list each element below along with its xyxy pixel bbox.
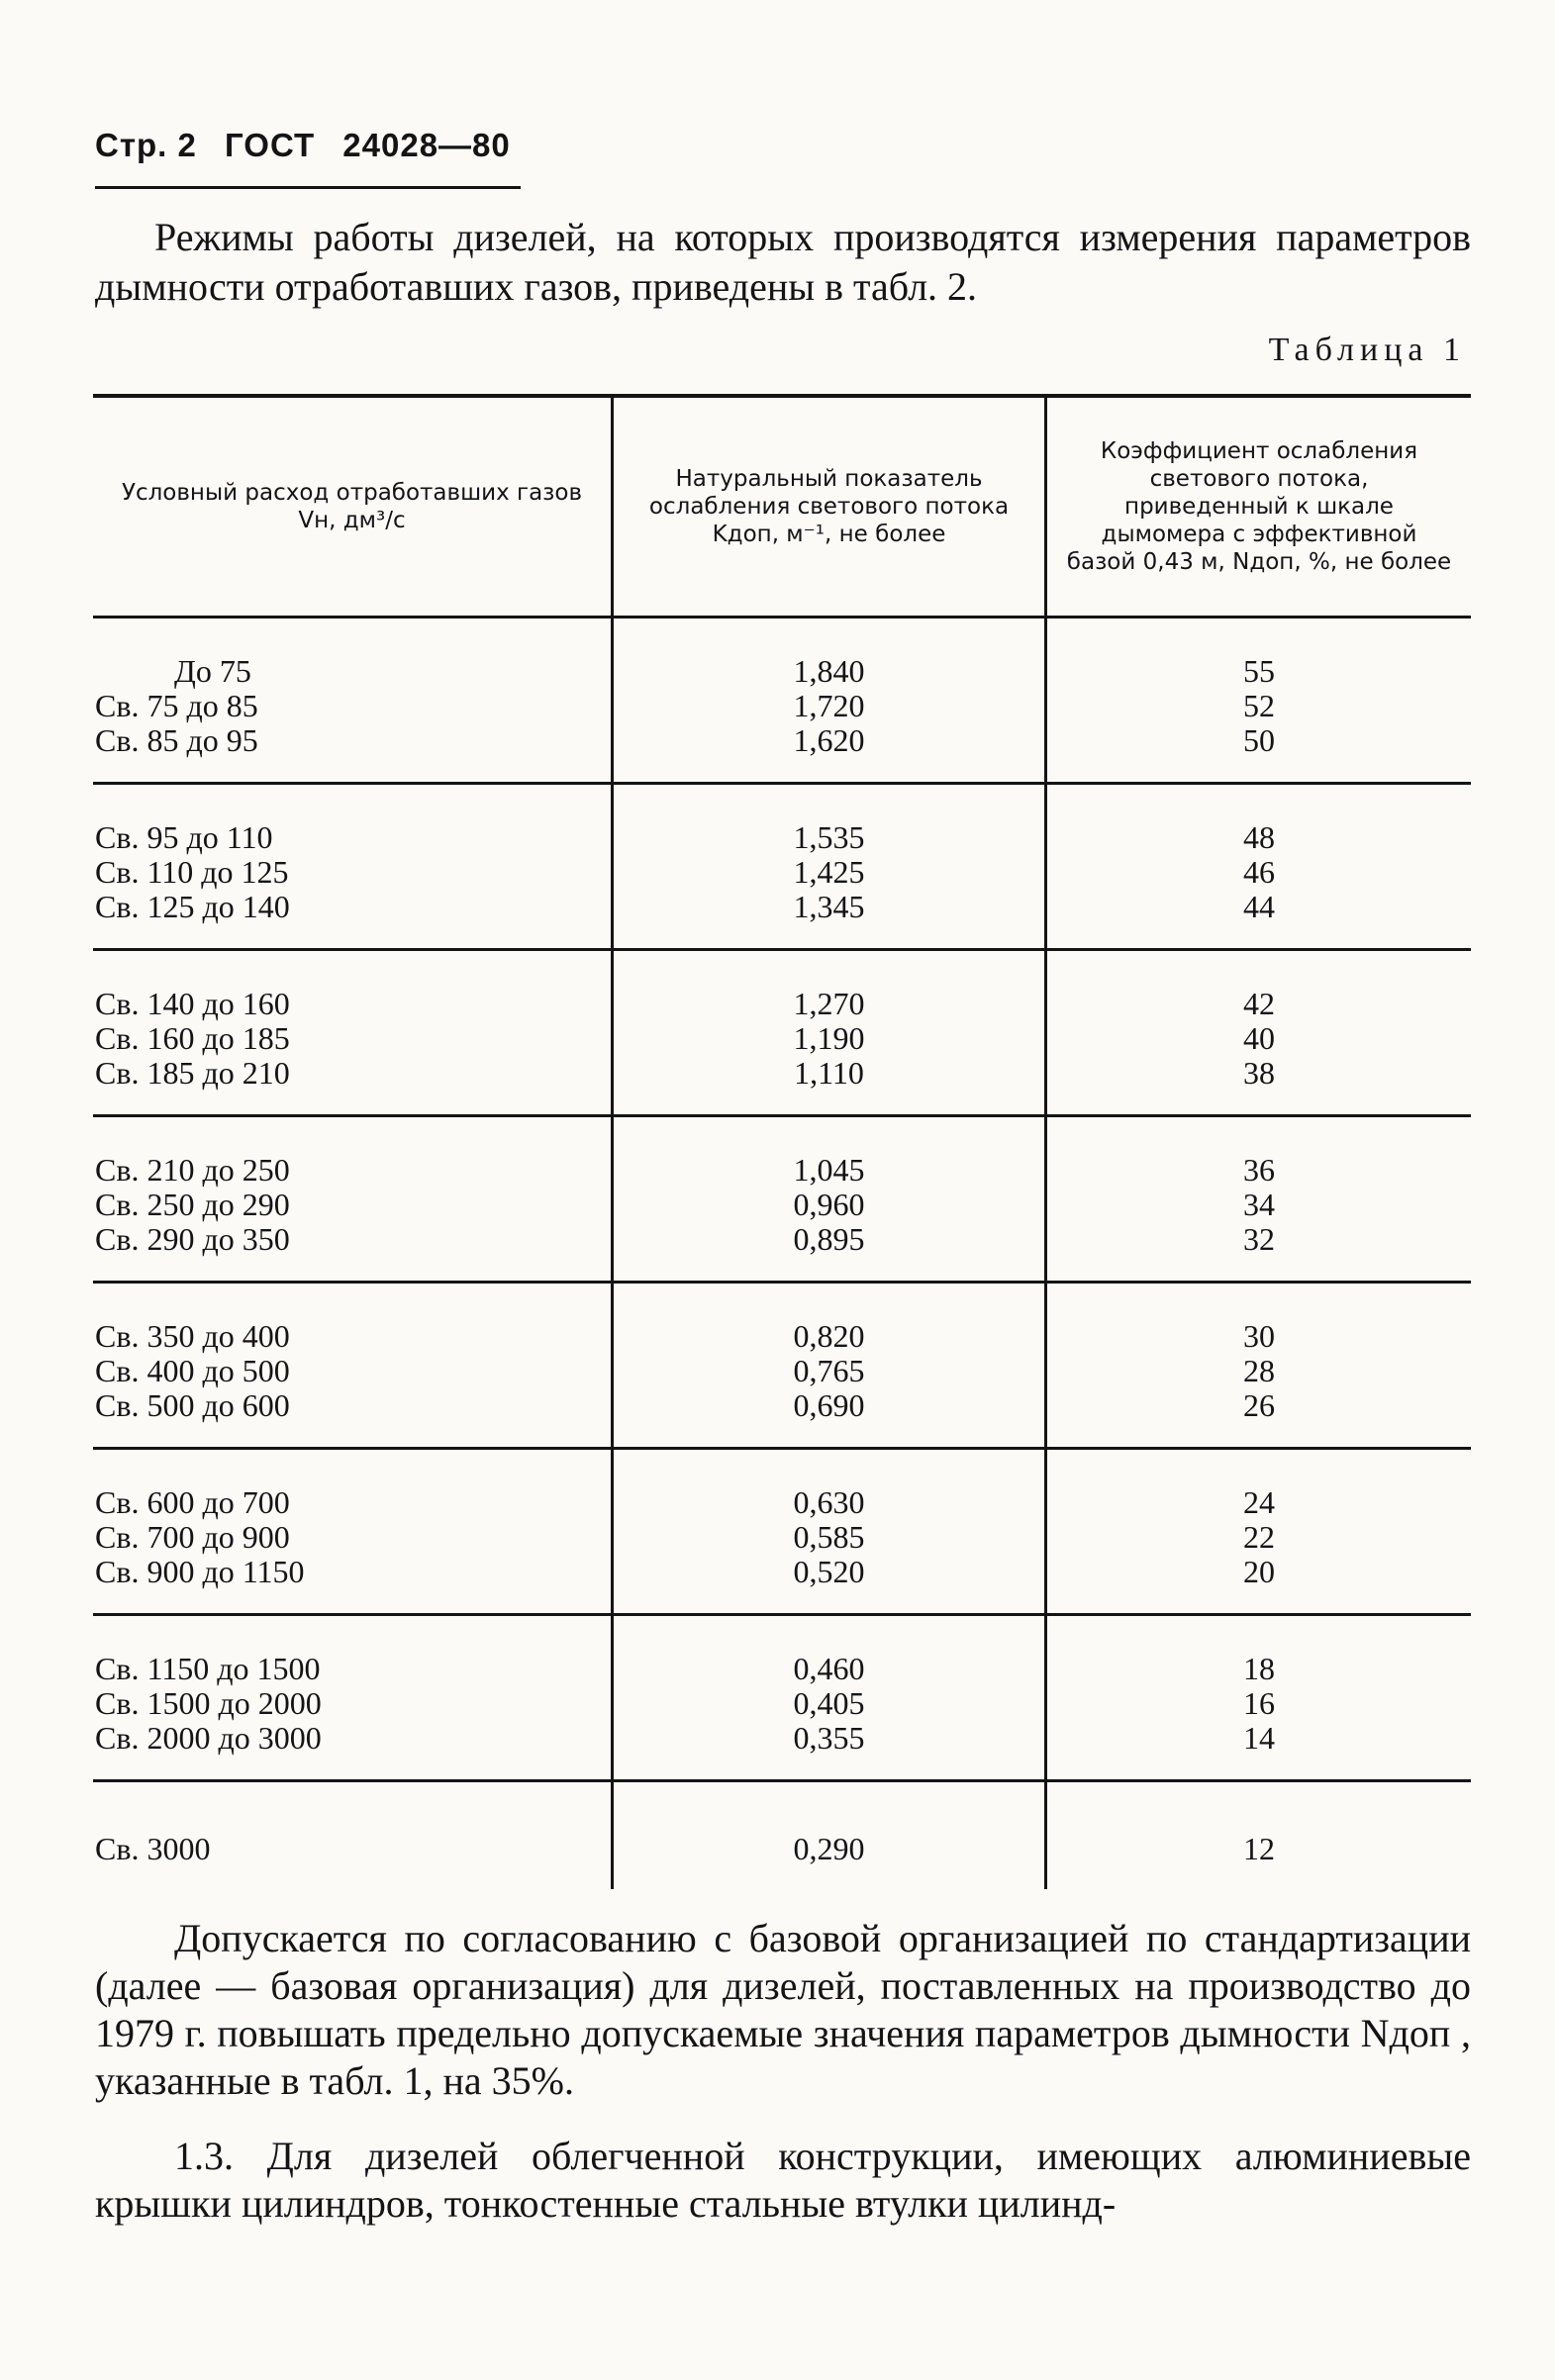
flow-cell-value: Св. 700 до 900: [95, 1519, 290, 1555]
table-header: [93, 398, 1471, 616]
n-cell-value: 38: [1243, 1055, 1275, 1091]
n-cell-value: 46: [1243, 854, 1275, 890]
n-cell-value: 52: [1243, 688, 1275, 723]
table-row-group: [93, 785, 1471, 948]
k-cell-value: 0,895: [793, 1221, 865, 1257]
page-header: [95, 127, 521, 189]
n-cell-value: 55: [1243, 653, 1275, 689]
header-k: Натуральный показатель ослабления светового потока Kдоп, м⁻¹, не более: [611, 398, 1044, 616]
n-cell-value: 42: [1243, 986, 1275, 1021]
flow-cell: [93, 1782, 611, 1889]
k-cell: [611, 619, 1044, 782]
paragraph-1-3: 1.3. Для дизелей облегченной конструкции, имеющих алюминиевые крышки цилиндров, тонкостенные стальные втулки цилинд-: [95, 2134, 1471, 2226]
flow-cell-value: Св. 125 до 140: [95, 889, 290, 924]
flow-cell-value: Св. 140 до 160: [95, 986, 290, 1021]
flow-cell: [93, 1117, 611, 1281]
n-cell: [1044, 1284, 1471, 1447]
table-body: [93, 619, 1471, 1889]
flow-cell-value: До 75: [174, 653, 251, 689]
flow-cell: [93, 1616, 611, 1779]
n-cell-value: 36: [1243, 1152, 1275, 1188]
n-cell-value: 40: [1243, 1020, 1275, 1056]
n-cell: [1044, 1450, 1471, 1613]
flow-cell-value: Св. 85 до 95: [95, 722, 258, 758]
flow-cell-value: Св. 210 до 250: [95, 1152, 290, 1188]
k-cell-value: 0,630: [793, 1484, 865, 1520]
n-cell-value: 14: [1243, 1720, 1275, 1756]
flow-cell-value: Св. 160 до 185: [95, 1020, 290, 1056]
n-cell: [1044, 619, 1471, 782]
k-cell-value: 1,270: [793, 986, 865, 1021]
k-cell: [611, 1284, 1044, 1447]
n-cell-value: 32: [1243, 1221, 1275, 1257]
k-cell-value: 0,765: [793, 1353, 865, 1388]
k-cell-value: 1,190: [793, 1020, 865, 1056]
flow-cell-value: Св. 400 до 500: [95, 1353, 290, 1388]
k-cell-value: 1,535: [793, 819, 865, 855]
table-row-group: [93, 1616, 1471, 1779]
n-cell-value: 30: [1243, 1318, 1275, 1354]
flow-cell-value: Св. 1150 до 1500: [95, 1651, 321, 1686]
k-cell-value: 0,290: [793, 1831, 865, 1866]
k-cell-value: 1,110: [794, 1055, 864, 1091]
flow-cell-value: Св. 350 до 400: [95, 1318, 290, 1354]
k-cell-value: 1,620: [793, 722, 865, 758]
flow-cell: [93, 785, 611, 948]
flow-cell-value: Св. 500 до 600: [95, 1387, 290, 1423]
flow-cell-value: Св. 185 до 210: [95, 1055, 290, 1091]
n-cell-value: 12: [1243, 1831, 1275, 1866]
k-cell-value: 0,690: [793, 1387, 865, 1423]
n-cell: [1044, 951, 1471, 1114]
n-cell-value: 20: [1243, 1554, 1275, 1589]
paragraph-allowance: Допускается по согласованию с базовой организацией по стандартизации (далее — базовая организация) для дизелей, поставленных на производство до 1979 г. повышать предельно допускаемые значения параметров дымности Nдоп , указанные в табл. 1, на 35%.: [95, 1916, 1471, 2103]
n-cell-value: 16: [1243, 1685, 1275, 1721]
n-cell-value: 26: [1243, 1387, 1275, 1423]
n-cell: [1044, 785, 1471, 948]
k-cell-value: 1,045: [793, 1152, 865, 1188]
n-cell-value: 22: [1243, 1519, 1275, 1555]
k-cell: [611, 1616, 1044, 1779]
flow-cell: [93, 1284, 611, 1447]
k-cell-value: 1,720: [793, 688, 865, 723]
k-cell-value: 0,520: [793, 1554, 865, 1589]
header-n: Коэффициент ослабления светового потока, приведенный к шкале дымомера с эффективной базой 0,43 м, Nдоп, %, не более: [1044, 398, 1471, 616]
k-cell-value: 0,405: [793, 1685, 865, 1721]
flow-cell-value: Св. 250 до 290: [95, 1187, 290, 1222]
flow-cell-value: Св. 75 до 85: [95, 688, 258, 723]
flow-cell-value: Св. 600 до 700: [95, 1484, 290, 1520]
n-cell: [1044, 1782, 1471, 1889]
k-cell: [611, 951, 1044, 1114]
k-cell-value: 0,355: [793, 1720, 865, 1756]
table-label: Таблица 1: [1268, 332, 1466, 368]
flow-cell: [93, 951, 611, 1114]
k-cell-value: 1,425: [793, 854, 865, 890]
k-cell-value: 0,960: [793, 1187, 865, 1222]
flow-cell-value: Св. 900 до 1150: [95, 1554, 305, 1589]
flow-cell-value: Св. 95 до 110: [95, 819, 273, 855]
table-row-group: [93, 619, 1471, 782]
page-number: Стр. 2: [95, 127, 197, 163]
table-row-group: [93, 1117, 1471, 1281]
k-cell: [611, 1450, 1044, 1613]
standard-name: ГОСТ: [225, 127, 316, 163]
flow-cell-value: Св. 2000 до 3000: [95, 1720, 322, 1756]
header-flow: Условный расход отработавших газов Vн, дм³/с: [121, 480, 583, 533]
n-cell-value: 34: [1243, 1187, 1275, 1222]
k-cell-value: 1,840: [793, 653, 865, 689]
flow-cell: [93, 1450, 611, 1613]
flow-cell-value: Св. 110 до 125: [95, 854, 289, 890]
n-cell-value: 44: [1243, 889, 1275, 924]
k-cell: [611, 1117, 1044, 1281]
k-cell: [611, 785, 1044, 948]
n-cell-value: 50: [1243, 722, 1275, 758]
table-row-group: [93, 951, 1471, 1114]
k-cell-value: 0,585: [793, 1519, 865, 1555]
n-cell: [1044, 1616, 1471, 1779]
k-cell: [611, 1782, 1044, 1889]
table-row-group: [93, 1284, 1471, 1447]
k-cell-value: 0,460: [793, 1651, 865, 1686]
n-cell-value: 18: [1243, 1651, 1275, 1686]
k-cell-value: 1,345: [793, 889, 865, 924]
flow-cell: [93, 619, 611, 782]
standard-number: 24028—80: [342, 127, 511, 163]
flow-cell-value: Св. 3000: [95, 1831, 211, 1866]
intro-paragraph: Режимы работы дизелей, на которых производятся измерения параметров дымности отработавших газов, приведены в табл. 2.: [95, 215, 1471, 309]
n-cell-value: 24: [1243, 1484, 1275, 1520]
table-row-group: [93, 1782, 1471, 1889]
flow-cell-value: Св. 290 до 350: [95, 1221, 290, 1257]
table-row-group: [93, 1450, 1471, 1613]
n-cell-value: 48: [1243, 819, 1275, 855]
n-cell-value: 28: [1243, 1353, 1275, 1388]
n-cell: [1044, 1117, 1471, 1281]
k-cell-value: 0,820: [793, 1318, 865, 1354]
smoke-table: [93, 394, 1471, 1889]
flow-cell-value: Св. 1500 до 2000: [95, 1685, 322, 1721]
